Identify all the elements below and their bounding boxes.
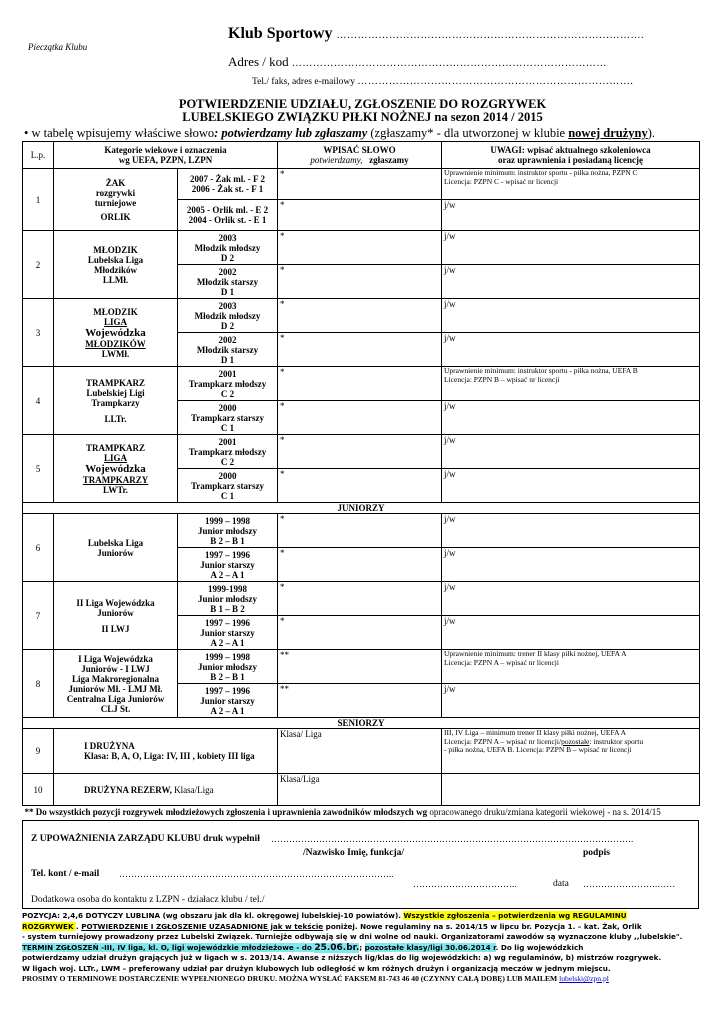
remarks-field[interactable]: j/w — [442, 200, 700, 231]
row-subcategory: 2000 Trampkarz starszy C 1 — [178, 401, 278, 435]
row-category-name: I DRUŻYNA Klasa: B, A, O, Liga: IV, III , kobiety III liga — [54, 729, 278, 774]
instruction-underline: nowej drużyny — [568, 126, 648, 140]
row-subcategory: 2002 Młodzik starszy D 1 — [178, 265, 278, 299]
table-row — [23, 169, 700, 200]
row-subcategory: 2003 Młodzik młodszy D 2 — [178, 231, 278, 265]
remarks-field[interactable]: j/w — [442, 333, 700, 367]
word-field[interactable]: * — [278, 367, 442, 401]
table-row — [23, 729, 700, 774]
word-field[interactable]: * — [278, 582, 442, 616]
note-line: POZYCJA: 2,4,6 DOTYCZY LUBLINA (wg obszaru jak dla kl. okręgowej lubelskiej-10 powiatów). Wszystkie zgłoszenia – potwierdzenia wg REGULAMINU — [22, 911, 627, 920]
word-field[interactable]: * — [278, 548, 442, 582]
contact-field[interactable]: ……………………………………………………………………. — [357, 76, 634, 87]
remarks-field[interactable]: j/w — [442, 231, 700, 265]
word-field[interactable]: * — [278, 169, 442, 200]
row-category-name: MŁODZIK LIGA Wojewódzka MŁODZIKÓW LWMł. — [54, 299, 178, 367]
word-field[interactable]: * — [278, 265, 442, 299]
place-field[interactable]: …………………………….. — [413, 879, 517, 889]
club-name-field[interactable]: ……………………………………………………………………………. — [336, 30, 644, 41]
row-category-name: TRAMPKARZ LIGA Wojewódzka TRAMPKARZY LWTr. — [54, 435, 178, 503]
row-subcategory: 2000 Trampkarz starszy C 1 — [178, 469, 278, 503]
row-subcategory: 2007 - Żak ml. - F 2 2006 - Żak st. - F 1 — [178, 169, 278, 200]
contact-tel-label: Tel. kont / e-mail — [31, 869, 100, 879]
row-subcategory: 2003 Młodzik młodszy D 2 — [178, 299, 278, 333]
word-field[interactable]: * — [278, 616, 442, 650]
row-subcategory: 1999 – 1998 Junior młodszy B 2 – B 1 — [178, 650, 278, 684]
section-row-juniors — [23, 503, 700, 514]
contact-label: Tel./ faks, adres e-mailowy — [252, 77, 356, 87]
row-subcategory: 2001 Trampkarz młodszy C 2 — [178, 435, 278, 469]
remarks-field[interactable]: III, IV Liga – minimum trener II klasy piłki nożnej, UEFA A Licencja: PZPN A – wpisać nr licencji/pozostałe: instruktor sportu - piłka nożna, UEFA B. Licencja: PZPN B – wpisać nr licencji — [442, 729, 700, 774]
row-category-name: Lubelska Liga Juniorów — [54, 514, 178, 582]
remarks-field[interactable]: j/w — [442, 265, 700, 299]
header-category: Kategorie wiekowe i oznaczenia wg UEFA, PZPN, LZPN — [54, 142, 278, 169]
contact-tel-field[interactable]: ……………………………………………………………………………….. — [119, 869, 394, 879]
email-link[interactable]: lubelski@zpn.pl — [559, 974, 609, 983]
row-lp: 4 — [23, 367, 54, 435]
note-line: potwierdzamy udział drużyn grających już w ligach w s. 2013/14. Awanse z niższych lig/klas do lig wojewódzkich: a) wg regulaminów, b) mistrzów rozgrywek. — [22, 953, 662, 962]
date-label: data — [553, 879, 569, 889]
table-row — [23, 367, 700, 401]
table-row — [23, 582, 700, 616]
row-subcategory: 1999 – 1998 Junior młodszy B 2 – B 1 — [178, 514, 278, 548]
row-subcategory: 2002 Młodzik starszy D 1 — [178, 333, 278, 367]
club-stamp-label: Pieczątka Klubu — [28, 42, 88, 52]
row-lp: 6 — [23, 514, 54, 582]
header-remarks: UWAGI: wpisać aktualnego szkoleniowca oraz uprawnienia i posiadaną licencję — [442, 142, 700, 169]
remarks-field[interactable]: j/w — [442, 582, 700, 616]
doc-title-line2: LUBELSKIEGO ZWIĄZKU PIŁKI NOŻNEJ na sezon 2014 / 2015 — [182, 110, 543, 124]
header-lp: L.p. — [23, 142, 54, 169]
row-lp: 7 — [23, 582, 54, 650]
remarks-field[interactable]: j/w — [442, 299, 700, 333]
remarks-field[interactable]: j/w — [442, 469, 700, 503]
remarks-field[interactable]: j/w — [442, 548, 700, 582]
row-subcategory: 1999-1998 Junior młodszy B 1 – B 2 — [178, 582, 278, 616]
row-lp: 2 — [23, 231, 54, 299]
row-category-name: DRUŻYNA REZERW, Klasa/Liga — [54, 774, 278, 806]
note-line: ROZGRYWEK . POTWIERDZENIE I ZGŁOSZENIE UZASADNIONE jak w tekście poniżej. Nowe regulaminy na s. 2014/15 w lipcu br. Pozycja 1. – kat. Żak, Orlik — [22, 921, 642, 931]
row-subcategory: 2001 Trampkarz młodszy C 2 — [178, 367, 278, 401]
section-seniors-label: SENIORZY — [23, 718, 700, 729]
note-line: - system turniejowy prowadzony przez Lubelski Związek. Turniejże odbywają się w dni wolne od nauki. Organizatorami zawodów są wyznaczone kluby ,,lubelskie". — [22, 932, 683, 941]
contact-line — [252, 76, 633, 87]
club-name-label: Klub Sportowy — [228, 25, 333, 42]
row-lp: 10 — [23, 774, 54, 806]
word-field[interactable]: ** — [278, 650, 442, 684]
remarks-field[interactable]: j/w — [442, 616, 700, 650]
word-field[interactable]: Klasa/ Liga — [278, 729, 442, 774]
instruction-mid: (zgłaszamy* - dla utworzonej w klubie — [367, 126, 569, 140]
word-field[interactable]: * — [278, 200, 442, 231]
word-field[interactable]: * — [278, 469, 442, 503]
remarks-field[interactable]: j/w — [442, 514, 700, 548]
address-line — [228, 54, 607, 70]
header-word: WPISAĆ SŁOWO potwierdzamy, zgłaszamy — [278, 142, 442, 169]
note-line: TERMIN ZGŁOSZEŃ -III, IV liga, kl. O, ligi wojewódzkie młodzieżowe - do 25.06.br.; pozostałe klasy/ligi 30.06.2014 r. Do lig wojewódzkich — [22, 942, 584, 953]
table-row — [23, 231, 700, 265]
instruction-emphasis: : potwierdzamy lub zgłaszamy — [214, 126, 368, 140]
instruction-line — [24, 126, 655, 141]
row-category-name: TRAMPKARZ Lubelskiej Ligi Trampkarzy LLTr. — [54, 367, 178, 435]
notes-block — [22, 911, 699, 985]
row-lp: 3 — [23, 299, 54, 367]
remarks-field[interactable]: Uprawnienie minimum: trener II klasy piłki nożnej, UEFA A Licencja: PZPN A – wpisać nr licencji — [442, 650, 700, 684]
table-header-row — [23, 142, 700, 169]
remarks-field[interactable]: j/w — [442, 435, 700, 469]
note-line: PROSIMY O TERMINOWE DOSTARCZENIE WYPEŁNIONEGO DRUKU. MOŻNA WYSŁAĆ FAKSEM 81-743 46 40 (CZYNNY CAŁĄ DOBĘ) LUB MAILEM lubelski@zpn.pl — [22, 974, 609, 983]
row-lp: 5 — [23, 435, 54, 503]
row-lp: 1 — [23, 169, 54, 231]
remarks-field[interactable]: Uprawnienie minimum: instruktor sportu - piłka nożna, UEFA B Licencja: PZPN B – wpisać nr licencji — [442, 367, 700, 401]
address-field[interactable]: ……………………………………………………………………………… — [291, 58, 607, 69]
remarks-field[interactable]: j/w — [442, 401, 700, 435]
remarks-field[interactable]: j/w — [442, 684, 700, 718]
row-subcategory: 2005 - Orlik ml. - E 2 2004 - Orlik st. - E 1 — [178, 200, 278, 231]
word-field[interactable]: * — [278, 231, 442, 265]
section-juniors-label: JUNIORZY — [23, 503, 700, 514]
word-field[interactable]: ** — [278, 684, 442, 718]
remarks-field[interactable]: Uprawnienie minimum: instruktor sportu - piłka nożna, PZPN C Licencja: PZPN C - wpisać nr licencji — [442, 169, 700, 200]
instruction-end: ). — [647, 126, 656, 140]
section-row-seniors — [23, 718, 700, 729]
signature-label: podpis — [583, 848, 610, 858]
signature-box — [22, 820, 699, 909]
table-row — [23, 435, 700, 469]
table-row — [23, 514, 700, 548]
table-row — [23, 774, 700, 806]
authorization-field[interactable]: …………………………………………………………………………………………………………. — [271, 834, 634, 844]
registration-table — [22, 141, 700, 818]
address-label: Adres / kod — [228, 54, 289, 69]
word-field[interactable]: * — [278, 514, 442, 548]
row-lp: 8 — [23, 650, 54, 718]
club-name-line — [228, 25, 644, 43]
row-category-name: MŁODZIK Lubelska Liga Młodzików LLMł. — [54, 231, 178, 299]
note-line: W ligach woj. LLTr., LWM – preferowany udział par drużyn klubowych lub odległość w km różnych drużyn i organizacją meczów w jednym miejscu. — [22, 963, 611, 973]
row-subcategory: 1997 – 1996 Junior starszy A 2 – A 1 — [178, 684, 278, 718]
word-field[interactable]: * — [278, 435, 442, 469]
word-field[interactable]: * — [278, 401, 442, 435]
footnote: ** Do wszystkich pozycji rozgrywek młodzieżowych zgłoszenia i uprawnienia zawodników młodszych wg opracowanego druku/zmiana kategorii wiekowej - na s. 2014/15 — [23, 806, 700, 818]
word-field[interactable]: Klasa/Liga — [278, 774, 442, 806]
row-category-name: ŻAK rozgrywki turniejowe ORLIK — [54, 169, 178, 231]
instruction-prefix: • w tabelę wpisujemy właściwe słowo — [24, 126, 215, 140]
word-field[interactable]: * — [278, 333, 442, 367]
table-row — [23, 650, 700, 684]
word-field[interactable]: * — [278, 299, 442, 333]
authorization-label: Z UPOWAŻNIENIA ZARZĄDU KLUBU druk wypełnił — [31, 834, 260, 844]
row-subcategory: 1997 – 1996 Junior starszy A 2 – A 1 — [178, 548, 278, 582]
date-field[interactable]: …………………….…… — [583, 879, 676, 889]
name-function-label: /Nazwisko Imię, funkcja/ — [303, 848, 405, 858]
doc-title-line1: POTWIERDZENIE UDZIAŁU, ZGŁOSZENIE DO ROZGRYWEK — [178, 97, 547, 111]
footnote-row — [23, 806, 700, 818]
remarks-field[interactable] — [442, 774, 700, 806]
row-lp: 9 — [23, 729, 54, 774]
extra-contact-label: Dodatkowa osoba do kontaktu z LZPN - działacz klubu / tel./ — [31, 895, 265, 905]
row-category-name: I Liga Wojewódzka Juniorów - I LWJ Liga Makroregionalna Juniorów Mł. - LMJ Mł. Centralna Liga Juniorów CLJ St. — [54, 650, 178, 718]
row-category-name: II Liga Wojewódzka Juniorów II LWJ — [54, 582, 178, 650]
row-subcategory: 1997 – 1996 Junior starszy A 2 – A 1 — [178, 616, 278, 650]
table-row — [23, 299, 700, 333]
